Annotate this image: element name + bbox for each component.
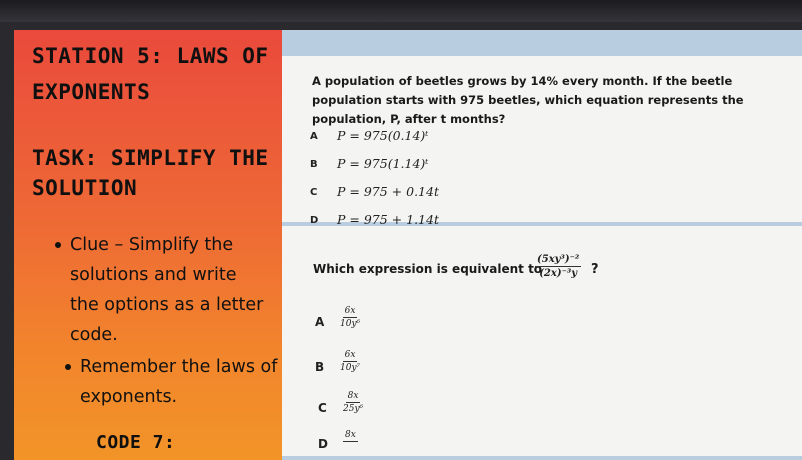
question-2-text: Which expression is equivalent to [313,262,543,276]
option-fraction[interactable] [343,430,358,443]
bullet-icon [55,242,61,248]
station-title-line2: EXPONENTS [32,80,151,104]
option-letter: C [318,401,327,415]
option-fraction[interactable] [340,306,360,329]
option-letter: A [310,131,318,142]
option-expression[interactable]: P = 975 + 0.14t [337,184,439,199]
option-expression[interactable]: P = 975 + 1.14t [337,212,439,227]
task-line1: TASK: SIMPLIFY THE [32,146,269,170]
top-frame [0,0,802,22]
clue-line: solutions and write [70,265,237,285]
question-2-expression [535,254,581,279]
expression-numerator: (5xy³)⁻² [537,254,580,265]
station-title-line1: STATION 5: LAWS OF [32,44,269,68]
expression-denominator: (2x)⁻³y [539,268,578,279]
option-numerator: 8x [347,391,359,401]
remember-line: exponents. [80,387,178,407]
option-letter: C [310,187,318,198]
option-letter: D [318,437,328,451]
bullet-icon [65,364,71,370]
option-denominator: 25y⁶ [343,404,364,414]
option-denominator: 10y⁶ [340,319,361,329]
question-1-text: A population of beetles grows by 14% every month. If the beetle population starts with 975 beetles, which equation represents the population, P, after t months? [312,74,744,126]
option-letter: A [315,315,325,329]
remember-line: Remember the laws of [80,357,278,377]
option-numerator: 8x [345,430,356,440]
option-letter: D [310,215,319,226]
option-letter: B [315,360,325,374]
clue-line: the options as a letter [70,295,264,315]
option-letter: B [310,159,318,170]
task-line2: SOLUTION [32,176,138,200]
option-fraction[interactable] [343,391,363,414]
option-numerator: 6x [344,350,356,360]
option-expression[interactable]: P = 975(0.14)ᵗ [337,128,429,143]
option-denominator: 10y⁷ [340,363,361,373]
clue-line: Clue – Simplify the [70,235,234,255]
option-expression[interactable]: P = 975(1.14)ᵗ [337,156,429,171]
option-numerator: 6x [344,306,356,316]
option-fraction[interactable] [340,350,360,373]
clue-line: code. [70,325,118,345]
question-mark: ? [591,262,599,277]
code-label: CODE 7: [96,432,176,453]
